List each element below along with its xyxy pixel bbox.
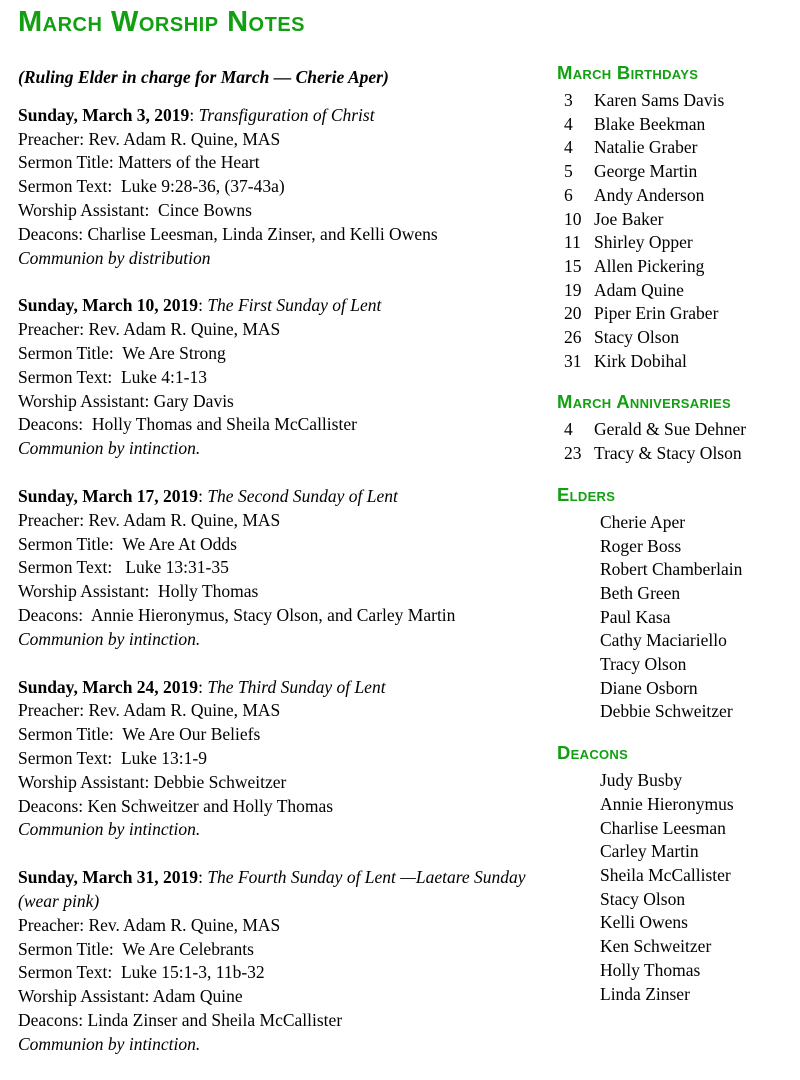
deacon-name: Charlise Leesman <box>600 817 726 838</box>
birthday-day: 5 <box>564 161 573 182</box>
service-feast: The First Sunday of Lent <box>207 295 382 316</box>
birthday-day: 31 <box>564 350 582 371</box>
service-date: Sunday, March 31, 2019 <box>18 867 199 888</box>
service-sermon-text: Sermon Text: Luke 13:1-9 <box>18 747 207 768</box>
birthday-day: 3 <box>564 90 573 110</box>
birthday-name: Shirley Opper <box>594 232 693 253</box>
service-feast: The Second Sunday of Lent <box>207 485 398 506</box>
service-heading <box>18 485 556 509</box>
anniversary-day: 4 <box>564 419 573 440</box>
birthday-name: Allen Pickering <box>594 255 705 276</box>
birthday-name: Andy Anderson <box>594 184 705 205</box>
birthday-row <box>557 89 795 113</box>
service-preacher: Preacher: Rev. Adam R. Quine, MAS <box>18 319 281 340</box>
birthday-row <box>557 255 795 279</box>
birthday-day: 4 <box>564 137 573 158</box>
deacon-name: Stacy Olson <box>600 888 686 909</box>
birthday-name: Natalie Graber <box>594 137 698 158</box>
service-feast: Transfiguration of Christ <box>198 104 375 125</box>
service-sermon-title: Sermon Title: We Are Strong <box>18 342 226 363</box>
elder-name: Robert Chamberlain <box>600 559 743 580</box>
service-communion-note: Communion by intinction. <box>18 628 201 649</box>
service-preacher: Preacher: Rev. Adam R. Quine, MAS <box>18 128 281 149</box>
service-sermon-text: Sermon Text: Luke 4:1-13 <box>18 366 207 387</box>
elder-name: Cathy Maciariello <box>600 630 727 651</box>
worship-notes-column <box>18 7 556 1080</box>
service-deacons: Deacons: Annie Hieronymus, Stacy Olson, and Carley Martin <box>18 604 456 625</box>
service-preacher: Preacher: Rev. Adam R. Quine, MAS <box>18 914 281 935</box>
birthday-day: 10 <box>564 208 582 229</box>
service-worship-assistant: Worship Assistant: Adam Quine <box>18 986 243 1007</box>
service-worship-assistant: Worship Assistant: Gary Davis <box>18 390 234 411</box>
service-deacons: Deacons: Ken Schweitzer and Holly Thomas <box>18 795 334 816</box>
deacon-name: Sheila McCallister <box>600 864 731 885</box>
birthday-name: Adam Quine <box>594 279 684 300</box>
deacon-name: Holly Thomas <box>600 959 701 980</box>
birthday-name: George Martin <box>594 161 698 182</box>
date-separator: : <box>198 867 208 888</box>
service-preacher: Preacher: Rev. Adam R. Quine, MAS <box>18 509 281 530</box>
service-block-march-31 <box>18 866 556 1056</box>
service-block-march-24 <box>18 676 556 843</box>
birthday-name: Stacy Olson <box>594 327 680 348</box>
date-separator: : <box>189 104 199 125</box>
birthday-name: Piper Erin Graber <box>594 303 719 324</box>
service-sermon-title: Sermon Title: We Are Celebrants <box>18 938 254 959</box>
birthday-day: 19 <box>564 279 582 300</box>
birthday-row <box>557 113 795 137</box>
service-sermon-text: Sermon Text: Luke 9:28-36, (37-43a) <box>18 176 285 197</box>
birthday-day: 11 <box>564 232 581 253</box>
date-separator: : <box>198 676 208 697</box>
birthday-name: Kirk Dobihal <box>594 350 687 371</box>
date-separator: : <box>198 485 208 506</box>
deacon-name: Kelli Owens <box>600 912 688 933</box>
deacons-heading: Deacons <box>557 742 629 764</box>
service-sermon-title: Sermon Title: Matters of the Heart <box>18 152 260 173</box>
birthday-row <box>557 136 795 160</box>
elder-name: Tracy Olson <box>600 654 687 675</box>
service-date: Sunday, March 24, 2019 <box>18 676 199 697</box>
birthday-day: 15 <box>564 255 582 276</box>
anniversary-day: 23 <box>564 443 582 464</box>
service-feast: The Fourth Sunday of Lent —Laetare Sunday (wear pink) <box>18 867 530 911</box>
service-communion-note: Communion by intinction. <box>18 1033 201 1054</box>
service-worship-assistant: Worship Assistant: Debbie Schweitzer <box>18 771 287 792</box>
service-communion-note: Communion by intinction. <box>18 438 201 459</box>
elder-name: Roger Boss <box>600 535 682 556</box>
birthday-row <box>557 208 795 232</box>
service-heading <box>18 294 556 318</box>
service-worship-assistant: Worship Assistant: Holly Thomas <box>18 581 259 602</box>
service-date: Sunday, March 3, 2019 <box>18 104 190 125</box>
anniversary-row <box>557 418 795 442</box>
sidebar <box>557 62 795 1006</box>
birthday-row <box>557 279 795 303</box>
elder-name: Debbie Schweitzer <box>600 701 733 722</box>
elder-name: Paul Kasa <box>600 606 671 627</box>
deacon-name: Annie Hieronymus <box>600 793 734 814</box>
anniversary-name: Tracy & Stacy Olson <box>594 443 742 464</box>
service-block-march-3 <box>18 104 556 271</box>
service-sermon-text: Sermon Text: Luke 13:31-35 <box>18 557 229 578</box>
service-heading <box>18 866 556 914</box>
date-separator: : <box>198 295 208 316</box>
service-feast: The Third Sunday of Lent <box>207 676 386 697</box>
elder-name: Diane Osborn <box>600 677 698 698</box>
elders-heading: Elders <box>557 483 616 505</box>
deacon-name: Carley Martin <box>600 841 699 862</box>
anniversary-row <box>557 442 795 466</box>
service-deacons: Deacons: Linda Zinser and Sheila McCallister <box>18 1009 343 1030</box>
deacon-name: Judy Busby <box>600 770 683 791</box>
service-heading <box>18 676 556 700</box>
birthday-day: 26 <box>564 327 582 348</box>
service-block-march-10 <box>18 294 556 461</box>
service-heading <box>18 104 556 128</box>
anniversary-name: Gerald & Sue Dehner <box>594 419 747 440</box>
service-date: Sunday, March 10, 2019 <box>18 295 199 316</box>
elder-name: Beth Green <box>600 582 681 603</box>
service-worship-assistant: Worship Assistant: Cince Bowns <box>18 199 252 220</box>
service-communion-note: Communion by distribution <box>18 247 211 268</box>
anniversaries-heading: March Anniversaries <box>557 391 731 413</box>
page-title: March Worship Notes <box>18 6 305 38</box>
birthday-row <box>557 326 795 350</box>
ruling-elder-note: (Ruling Elder in charge for March — Cherie Aper) <box>18 67 389 87</box>
birthday-row <box>557 302 795 326</box>
birthday-name: Joe Baker <box>594 208 664 229</box>
service-deacons: Deacons: Charlise Leesman, Linda Zinser, and Kelli Owens <box>18 223 438 244</box>
birthday-day: 6 <box>564 184 573 205</box>
service-communion-note: Communion by intinction. <box>18 819 201 840</box>
birthday-row <box>557 184 795 208</box>
deacon-name: Ken Schweitzer <box>600 936 712 957</box>
service-block-march-17 <box>18 485 556 652</box>
service-date: Sunday, March 17, 2019 <box>18 485 199 506</box>
service-deacons: Deacons: Holly Thomas and Sheila McCallister <box>18 414 357 435</box>
service-sermon-title: Sermon Title: We Are Our Beliefs <box>18 724 261 745</box>
birthday-row <box>557 160 795 184</box>
birthday-day: 4 <box>564 113 573 134</box>
birthday-row <box>557 350 795 374</box>
birthday-name: Karen Sams Davis <box>594 90 725 110</box>
deacon-name: Linda Zinser <box>600 983 690 1004</box>
service-sermon-title: Sermon Title: We Are At Odds <box>18 533 237 554</box>
service-sermon-text: Sermon Text: Luke 15:1-3, 11b-32 <box>18 962 265 983</box>
elder-name: Cherie Aper <box>600 511 686 532</box>
birthdays-heading: March Birthdays <box>557 62 699 83</box>
birthday-row <box>557 231 795 255</box>
birthday-name: Blake Beekman <box>594 113 706 134</box>
birthday-day: 20 <box>564 303 582 324</box>
service-preacher: Preacher: Rev. Adam R. Quine, MAS <box>18 700 281 721</box>
